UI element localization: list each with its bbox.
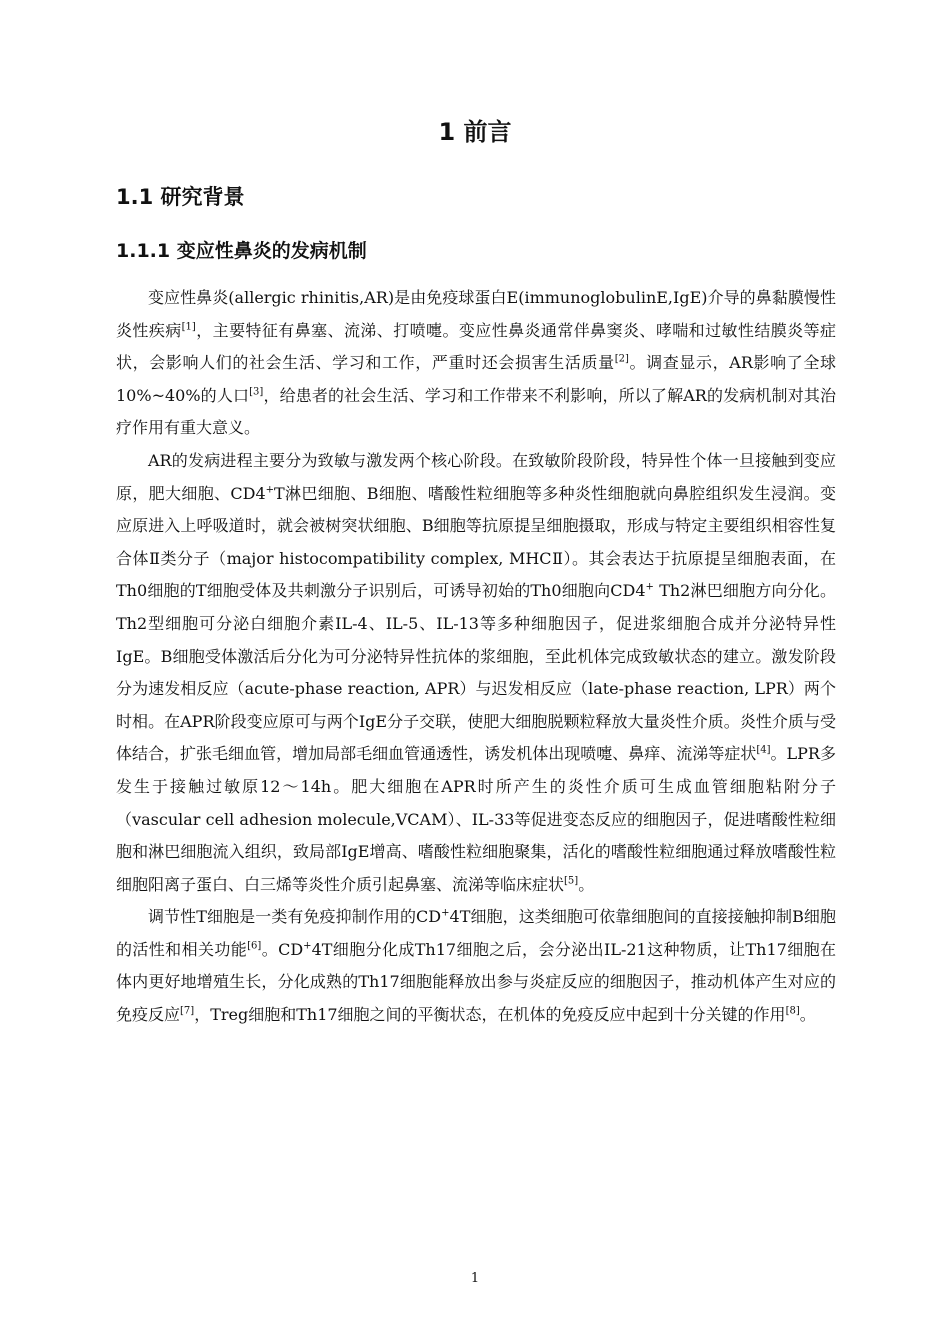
text-run: 4T细胞，这类细胞可依靠细胞间的直接接触抑制B细胞的活性和相关功能: [116, 907, 836, 959]
text-run: 。: [578, 874, 595, 894]
text-run: 变应性鼻炎(allergic rhinitis,AR)是由免疫球蛋白E(immunoglobulinE,IgE)介导的鼻黏膜慢性炎性疾病: [116, 288, 836, 340]
text-run: AR的发病进程主要分为致敏与激发两个核心阶段。在致敏阶段阶段，特异性个体一旦接触到变应原，肥大细胞、CD4: [116, 450, 836, 503]
text-run: 。调查显示，AR影响了全球10%~40%的人口: [116, 353, 836, 405]
text-run: ，给患者的社会生活、学习和工作带来不利影响，所以了解AR的发病机制对其治疗作用有重大意义。: [116, 385, 836, 438]
citation-marker: +: [303, 940, 312, 952]
body-text: [116, 282, 836, 1032]
citation-marker: [1]: [181, 321, 196, 333]
text-run: 。LPR多发生于接触过敏原12～14h。肥大细胞在APR时所产生的炎性介质可生成血管细胞粘附分子（vascular cell adhesion molecule,VCAM）、IL-33等促进变态反应的细胞因子，促进嗜酸性粒细胞和淋巴细胞流入组织，致局部IgE增高、嗜酸性粒细胞聚集，活化的嗜酸性粒细胞通过释放嗜酸性粒细胞阳离子蛋白、白三烯等炎性介质引起鼻塞、流涕等临床症状: [116, 744, 836, 894]
page-number: 1: [470, 1271, 480, 1286]
text-run: 4T细胞分化成Th17细胞之后，会分泌出IL-21这种物质，让Th17细胞在体内更好地增殖生长，分化成熟的Th17细胞能释放出参与炎症反应的细胞因子，推动机体产生对应的免疫反应: [116, 939, 836, 1025]
text-run: T淋巴细胞、B细胞、嗜酸性粒细胞等多种炎性细胞就向鼻腔组织发生浸润。变应原进入上呼吸道时，就会被树突状细胞、B细胞等抗原提呈细胞摄取，形成与特定主要组织相容性复合体Ⅱ类分子（major histocompatibility complex, MHCⅡ）。其会表达于抗原提呈细胞表面，在Th0细胞的T细胞受体及共刺激分子识别后，可诱导初始的Th0细胞向CD4: [116, 483, 836, 601]
citation-marker: +: [441, 907, 450, 919]
citation-marker: [7]: [180, 1005, 195, 1017]
text-run: 。CD: [261, 939, 304, 959]
text-run: 调节性T细胞是一类有免疫抑制作用的CD: [148, 907, 442, 927]
citation-marker: [6]: [247, 940, 262, 952]
paragraph: [116, 901, 836, 1031]
text-run: 。: [799, 1005, 816, 1025]
citation-marker: [3]: [249, 386, 264, 398]
paragraph: [116, 282, 836, 445]
citation-marker: [5]: [564, 875, 579, 887]
subsection-heading: 1.1.1 变应性鼻炎的发病机制: [116, 240, 367, 262]
text-run: ，Treg细胞和Th17细胞之间的平衡状态，在机体的免疫反应中起到十分关键的作用: [194, 1005, 786, 1025]
citation-marker: [4]: [756, 744, 771, 756]
text-run: Th2淋巴细胞方向分化。Th2型细胞可分泌白细胞介素IL-4、IL-5、IL-13等多种细胞因子，促进浆细胞合成并分泌特异性IgE。B细胞受体激活后分化为可分泌特异性抗体的浆细胞，至此机体完成致敏状态的建立。激发阶段分为速发相反应（acute-phase reaction, APR）与迟发相反应（late-phase reaction, LPR）两个时相。在APR阶段变应原可与两个IgE分子交联，使肥大细胞脱颗粒释放大量炎性介质。炎性介质与受体结合，扩张毛细血管，增加局部毛细血管通透性，诱发机体出现喷嚏、鼻痒、流涕等症状: [116, 581, 836, 764]
section-heading: 1.1 研究背景: [116, 185, 245, 209]
citation-marker: +: [645, 582, 654, 594]
text-run: ，主要特征有鼻塞、流涕、打喷嚏。变应性鼻炎通常伴鼻窦炎、哮喘和过敏性结膜炎等症状，会影响人们的社会生活、学习和工作，严重时还会损害生活质量: [116, 320, 836, 373]
citation-marker: [2]: [614, 353, 629, 365]
paragraph: [116, 445, 836, 901]
citation-marker: [8]: [785, 1005, 800, 1017]
chapter-heading: 1 前言: [438, 118, 512, 146]
citation-marker: +: [265, 484, 275, 496]
